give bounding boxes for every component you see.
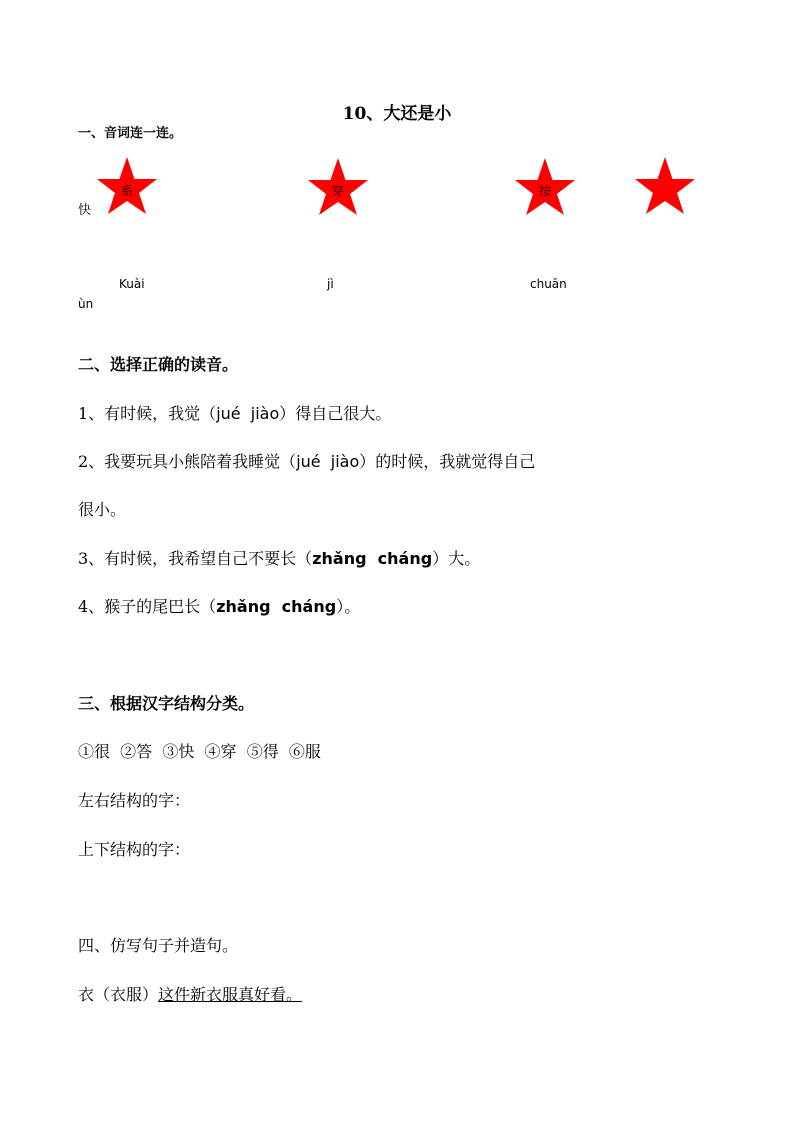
left-char-kuai: 快	[78, 203, 92, 218]
q4-post: ）。	[336, 597, 361, 616]
q3-pinyin: zhǎng cháng	[312, 549, 433, 568]
question-2	[78, 449, 535, 472]
pinyin-chuan: chuān	[530, 277, 567, 291]
question-4	[78, 594, 360, 617]
top-bottom-label: 上下结构的字：	[78, 840, 191, 859]
char-items: ①很 ②答 ③快 ④穿 ⑤得 ⑥服	[78, 742, 321, 761]
section2-heading: 二、选择正确的读音。	[78, 355, 239, 374]
q2-pre: 2、我要玩具小熊陪着我睡觉（	[78, 452, 297, 471]
section3-heading: 三、根据汉字结构分类。	[78, 694, 255, 713]
pinyin-un: ùn	[78, 297, 94, 311]
section4-heading: 四、仿写句子并造句。	[78, 936, 239, 955]
question-3	[78, 546, 480, 569]
q3-pre: 3、有时候，我希望自己不要长（	[78, 549, 313, 568]
question-1	[78, 401, 391, 424]
q1-pinyin: jué jiào	[216, 404, 280, 423]
pinyin-ji: jì	[327, 277, 334, 291]
left-right-label: 左右结构的字：	[78, 791, 191, 810]
q2-pinyin: jué jiào	[296, 452, 360, 471]
q3-post: ）大。	[432, 549, 481, 568]
q1-post: ）得自己很大。	[279, 404, 392, 423]
q2-post: ）的时候，我就觉得自己	[359, 452, 536, 471]
example-pre: 衣（衣服）	[78, 985, 159, 1004]
page-title: 10、大还是小	[342, 104, 452, 124]
question-2-cont: 很小。	[78, 500, 127, 519]
example-line	[78, 982, 302, 1005]
star-label-chuan: 穿	[331, 184, 344, 198]
star-icon[interactable]	[633, 155, 697, 215]
section1-heading: 一、音词连一连。	[78, 126, 183, 141]
star-label-xi: 系	[120, 184, 133, 198]
q1-pre: 1、有时候，我觉（	[78, 404, 217, 423]
pinyin-kuai: Kuài	[119, 277, 145, 291]
example-sentence: 这件新衣服真好看。	[158, 985, 303, 1004]
q4-pre: 4、猴子的尾巴长（	[78, 597, 217, 616]
star-label-an: 按	[538, 184, 551, 198]
q4-pinyin: zhǎng cháng	[216, 597, 337, 616]
